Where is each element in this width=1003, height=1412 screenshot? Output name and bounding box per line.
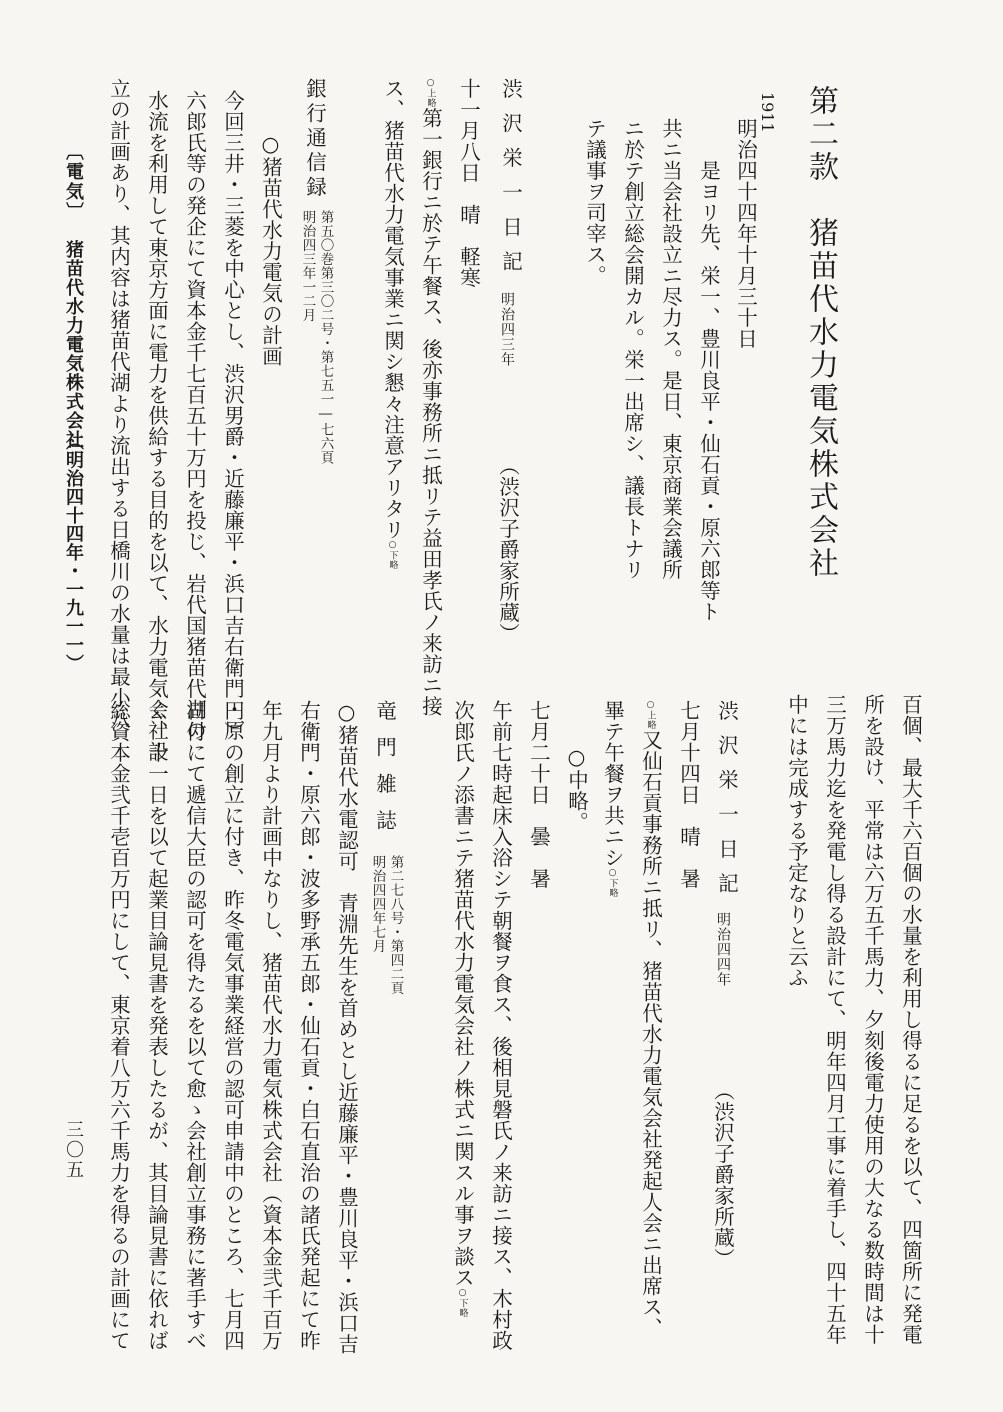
- diary2-date-1: 七月十四日 晴 暑: [676, 700, 701, 889]
- magazine-body-line: 右衛門・原六郎・波多野承五郎・仙石貢・白石直治の諸氏発起にて昨: [296, 700, 321, 1351]
- bank-body-line: 今回三井・三菱を中心とし、渋沢男爵・近藤廉平・浜口吉右衛門・原: [220, 90, 245, 741]
- abbr-after: ○下略: [607, 868, 618, 898]
- magazine-body-line: ○猪苗代水電認可 青淵先生を首めとし近藤廉平・豊川良平・浜口吉: [334, 700, 359, 1355]
- magazine-body-line: 総資本金弐千壱百万円にして、東京着八万六千馬力を得るの計画にて: [106, 700, 131, 1351]
- magazine-body-line: く、十一日を以て起業目論見書を発表したるが、其目論見書に依れば: [144, 700, 169, 1351]
- date-line: 明治四十四年十月三十日: [733, 118, 758, 349]
- diary2-year: 明治四四年: [715, 912, 731, 987]
- bank-heading: ○猪苗代水力電気の計画: [258, 132, 283, 367]
- body-line: 共ニ当会社設立ニ尽力ス。是日、東京商業会議所: [658, 118, 683, 580]
- bank-body-line: 立の計画あり、其内容は猪苗代湖より流出する日橋川の水量は最小八: [106, 78, 131, 729]
- body-line: 是ヨリ先、栄一、豊川良平・仙石貢・原六郎等ト: [696, 160, 721, 622]
- diary-year: 明治四三年: [499, 292, 515, 367]
- diary2-title: 渋沢栄一日記: [714, 700, 739, 907]
- bank-body-line: 水流を利用して東京方面に電力を供給する目的を以て、水力電気会社設: [144, 90, 169, 762]
- diary2-entry-line: 次郎氏ノ添書ニテ猪苗代水力電気会社ノ株式ニ関スル事ヲ談ス○下略: [450, 700, 475, 1318]
- diary-date: 十一月八日 晴 軽寒: [456, 78, 481, 288]
- magazine-ref-2: 明治四四年七月: [369, 855, 386, 953]
- cont-line: 百個、最大千六百個の水量を利用し得るに足るを以て、四箇所に発電: [898, 694, 923, 1345]
- bank-ref-1: 第五〇巻第三〇二号・第七五一―七六頁: [317, 210, 334, 465]
- diary2-date-2: 七月二十日 曇 暑: [526, 700, 551, 889]
- body-line: テ議事ヲ司宰ス。: [582, 118, 607, 286]
- section-title: 第二款 猪苗代水力電気株式会社: [803, 85, 838, 580]
- diary2-entry-line: 畢テ午餐ヲ共ニシ○下略: [600, 700, 625, 898]
- body-line: ニ於テ創立総会開カル。栄一出席シ、議長トナリ: [620, 118, 645, 580]
- magazine-ref-1: 第二七八号・第四二頁: [387, 855, 404, 995]
- diary2-entry-line: ○上略又仙石貢事務所ニ抵リ、猪苗代水力電気会社発起人会ニ出席ス、: [638, 700, 663, 1339]
- cont-line: 中には完成する予定なりと云ふ: [784, 694, 809, 988]
- bank-title: 銀行通信録: [302, 78, 327, 201]
- page-number: 三〇五: [63, 1120, 84, 1180]
- magazine-title: 竜門雑誌: [372, 700, 397, 846]
- abbr-before: ○上略: [425, 78, 436, 108]
- diary-entry-line: ス、猪苗代水力電気事業ニ関シ懇々注意アリタリ○下略: [380, 78, 405, 570]
- footer-company: 猪苗代水力電気株式会社: [63, 240, 84, 449]
- mid-abbr: ○中略。: [564, 745, 589, 833]
- footer-category: 〔電気〕: [63, 142, 84, 222]
- diary-source: （渋沢子爵家所蔵）: [495, 455, 520, 644]
- year-marker: 1911: [758, 92, 777, 133]
- diary2-entry-line: 午前七時起床入浴シテ朝餐ヲ食ス、後相見磐氏ノ来訪ニ接ス、木村政: [488, 700, 513, 1351]
- abbr-before: ○上略: [645, 700, 656, 730]
- magazine-body-line: 日付にて遞信大臣の認可を得たるを以て愈ゝ会社創立事務に著手すべ: [182, 700, 207, 1351]
- diary2-source: （渋沢子爵家所蔵）: [710, 1080, 735, 1269]
- bank-ref-2: 明治四三年一二月: [299, 210, 316, 322]
- abbr-after: ○下略: [457, 1288, 468, 1318]
- footer-era: （明治四十四年・一九一一）: [63, 432, 84, 673]
- magazine-body-line: 円）の創立に付き、昨冬電気事業経営の認可申請中のところ、七月四: [220, 700, 245, 1351]
- magazine-body-line: 年九月より計画中なりし、猪苗代水力電気株式会社（資本金弐千百万: [258, 700, 283, 1351]
- abbr-after: ○下略: [387, 540, 398, 570]
- bank-body-line: 六郎氏等の発企にて資本金千七百五十万円を投じ、岩代国猪苗代湖の: [182, 90, 207, 741]
- cont-line: 三万馬力迄を発電し得る設計にて、明年四月工事に着手し、四十五年: [822, 694, 847, 1345]
- cont-line: 所を設け、平常は六万五千馬力、夕刻後電力使用の大なる数時間は十: [860, 694, 885, 1345]
- diary-entry-line: ○上略第一銀行ニ於テ午餐ス、後亦事務所ニ抵リテ益田孝氏ノ来訪ニ接: [418, 78, 443, 717]
- diary-title: 渋沢栄一日記: [498, 78, 523, 285]
